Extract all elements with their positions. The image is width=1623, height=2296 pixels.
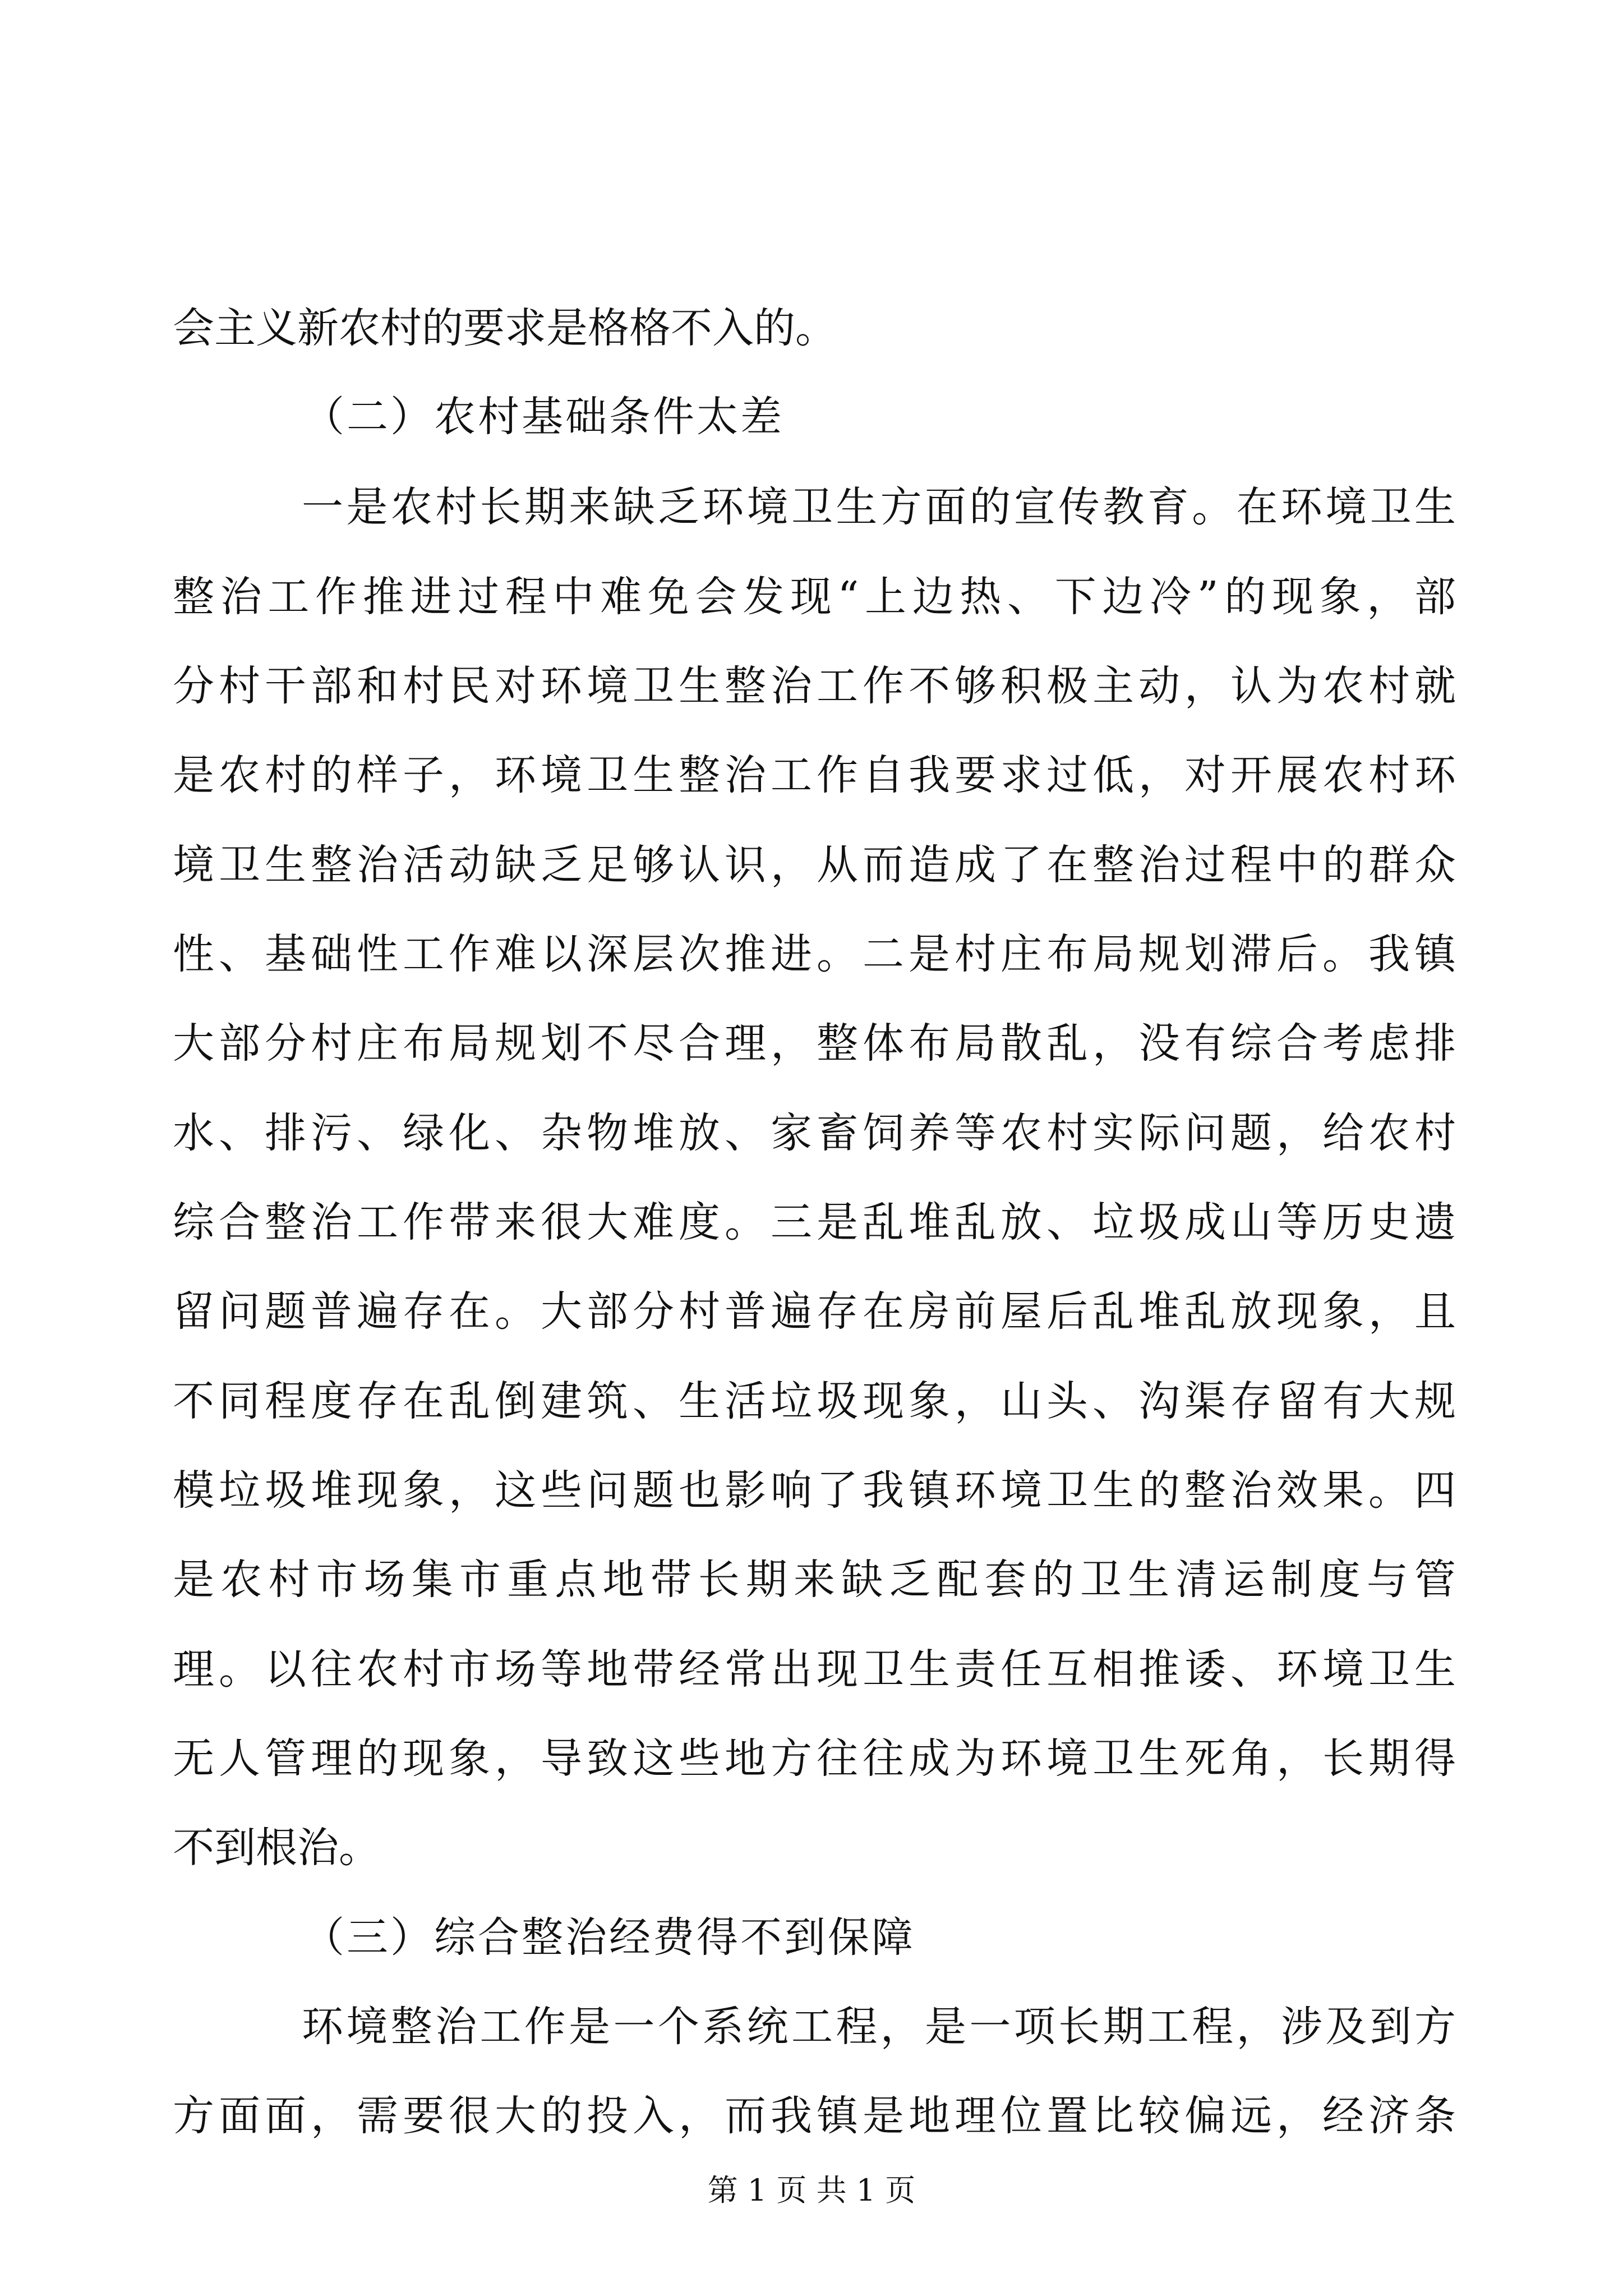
paragraph-line: 综合整治工作带来很大难度。三是乱堆乱放、垃圾成山等历史遗 [173,1198,1456,1246]
paragraph-line: 分村干部和村民对环境卫生整治工作不够积极主动，认为农村就 [173,662,1456,710]
paragraph-line: 不同程度存在乱倒建筑、生活垃圾现象，山头、沟渠存留有大规 [173,1377,1456,1425]
paragraph-line: 境卫生整治活动缺乏足够认识，从而造成了在整治过程中的群众 [173,841,1456,889]
paragraph-line: 留问题普遍存在。大部分村普遍存在房前屋后乱堆乱放现象，且 [173,1287,1456,1336]
paragraph-line: 是农村的样子，环境卫生整治工作自我要求过低，对开展农村环 [173,751,1456,799]
section-heading: （二）农村基础条件太差 [303,393,784,441]
paragraph-line: 性、基础性工作难以深层次推进。二是村庄布局规划滞后。我镇 [173,930,1456,978]
paragraph-line: 无人管理的现象，导致这些地方往往成为环境卫生死角，长期得 [173,1734,1456,1783]
paragraph-line: 环境整治工作是一个系统工程，是一项长期工程，涉及到方 [302,2003,1456,2051]
paragraph-line: 方面面，需要很大的投入，而我镇是地理位置比较偏远，经济条 [173,2092,1456,2140]
paragraph-line: 会主义新农村的要求是格格不入的。 [173,304,837,352]
paragraph-line: 大部分村庄布局规划不尽合理，整体布局散乱，没有综合考虑排 [173,1019,1456,1068]
paragraph-line: 水、排污、绿化、杂物堆放、家畜饲养等农村实际问题，给农村 [173,1109,1456,1157]
paragraph-line: 是农村市场集市重点地带长期来缺乏配套的卫生清运制度与管 [173,1556,1456,1604]
paragraph-line: 一是农村长期来缺乏环境卫生方面的宣传教育。在环境卫生 [302,483,1456,531]
paragraph-line: 不到根治。 [173,1824,380,1872]
page-footer: 第 1 页 共 1 页 [707,2173,916,2208]
paragraph-line: 理。以往农村市场等地带经常出现卫生责任互相推诿、环境卫生 [173,1645,1456,1694]
paragraph-line: 模垃圾堆现象，这些问题也影响了我镇环境卫生的整治效果。四 [173,1466,1456,1515]
section-heading: （三）综合整治经费得不到保障 [303,1913,915,1962]
paragraph-line: 整治工作推进过程中难免会发现“上边热、下边冷”的现象，部 [173,573,1456,621]
